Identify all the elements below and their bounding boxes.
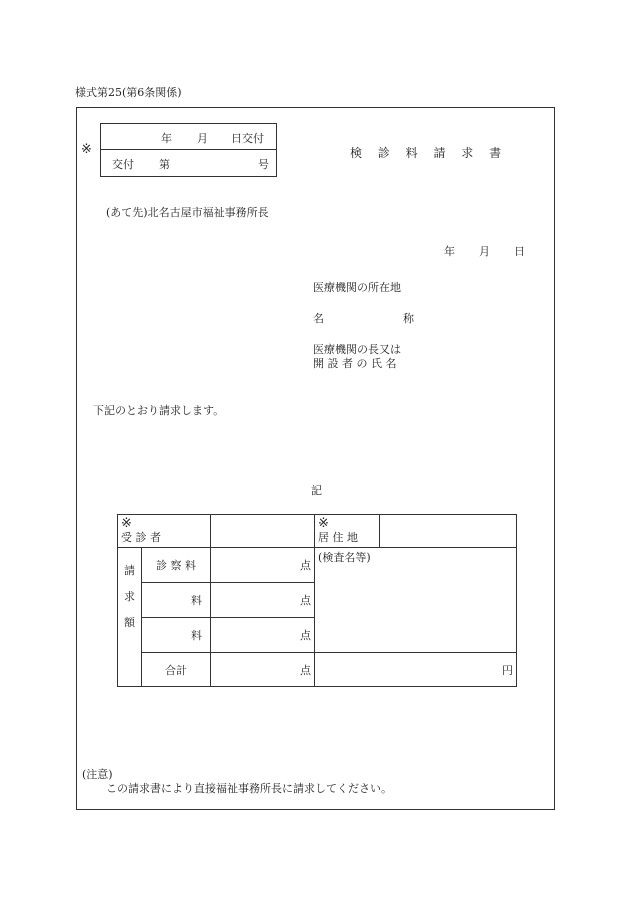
receipt-month: 月 — [197, 132, 208, 145]
institution-name-label-2: 称 — [403, 312, 414, 325]
form-label: 様式第25(第6条関係) — [75, 86, 182, 99]
fee-label-3: 料 — [142, 618, 211, 653]
residence-label-cell — [315, 515, 380, 548]
date-month: 月 — [479, 245, 490, 258]
total-points[interactable] — [211, 653, 315, 687]
institution-head-label-2: 開 設 者 の 氏 名 — [313, 357, 397, 370]
fee-points-2[interactable] — [211, 583, 315, 618]
residence-mark: ※ — [318, 516, 329, 531]
patient-label-cell — [118, 515, 211, 548]
date-day: 日 — [514, 245, 525, 258]
note-label: (注意) — [82, 768, 113, 781]
fee-points-1[interactable] — [211, 548, 315, 583]
document-title: 検 診 料 請 求 書 — [350, 146, 508, 160]
receipt-no-label: 第 — [159, 158, 170, 171]
points-unit: 点 — [300, 663, 312, 677]
total-yen[interactable] — [315, 653, 517, 687]
fee-label-1: 診 察 料 — [142, 548, 211, 583]
points-unit: 点 — [300, 629, 312, 642]
claim-char-2: 求 — [124, 590, 135, 603]
total-label: 合計 — [142, 653, 211, 687]
exam-details-cell[interactable] — [315, 548, 517, 653]
yen-unit: 円 — [502, 663, 514, 677]
institution-head-label-1: 医療機関の長又は — [313, 343, 401, 356]
addressee: (あて先)北名古屋市福祉事務所長 — [106, 206, 269, 219]
receipt-issue-label: 交付 — [112, 158, 134, 171]
residence-label: 居 住 地 — [318, 531, 359, 544]
table-row-total — [118, 653, 517, 687]
patient-label: 受 診 者 — [121, 531, 161, 544]
patient-input[interactable] — [211, 515, 315, 548]
points-unit: 点 — [300, 594, 312, 607]
receipt-year: 年 — [161, 132, 172, 145]
institution-address-label: 医療機関の所在地 — [313, 281, 401, 294]
table-row — [118, 548, 517, 583]
points-unit: 点 — [300, 559, 312, 572]
note-text: この請求書により直接福祉事務所長に請求してください。 — [106, 782, 392, 795]
ki-heading: 記 — [311, 484, 322, 497]
receipt-day-issued: 日交付 — [231, 132, 264, 145]
request-text: 下記のとおり請求します。 — [93, 404, 225, 417]
claim-amount-label — [118, 548, 142, 687]
receipt-divider — [100, 149, 277, 150]
claim-char-1: 請 — [124, 564, 135, 577]
receipt-mark: ※ — [81, 142, 92, 157]
exam-label: (検査名等) — [318, 551, 371, 564]
fee-label-2: 料 — [142, 583, 211, 618]
claim-table — [117, 514, 517, 687]
receipt-go-label: 号 — [258, 158, 269, 171]
residence-input[interactable] — [380, 515, 517, 548]
patient-mark: ※ — [121, 516, 132, 531]
institution-name-label-1: 名 — [313, 312, 324, 325]
fee-points-3[interactable] — [211, 618, 315, 653]
table-row-header — [118, 515, 517, 548]
date-year: 年 — [444, 245, 455, 258]
claim-char-3: 額 — [124, 616, 135, 629]
